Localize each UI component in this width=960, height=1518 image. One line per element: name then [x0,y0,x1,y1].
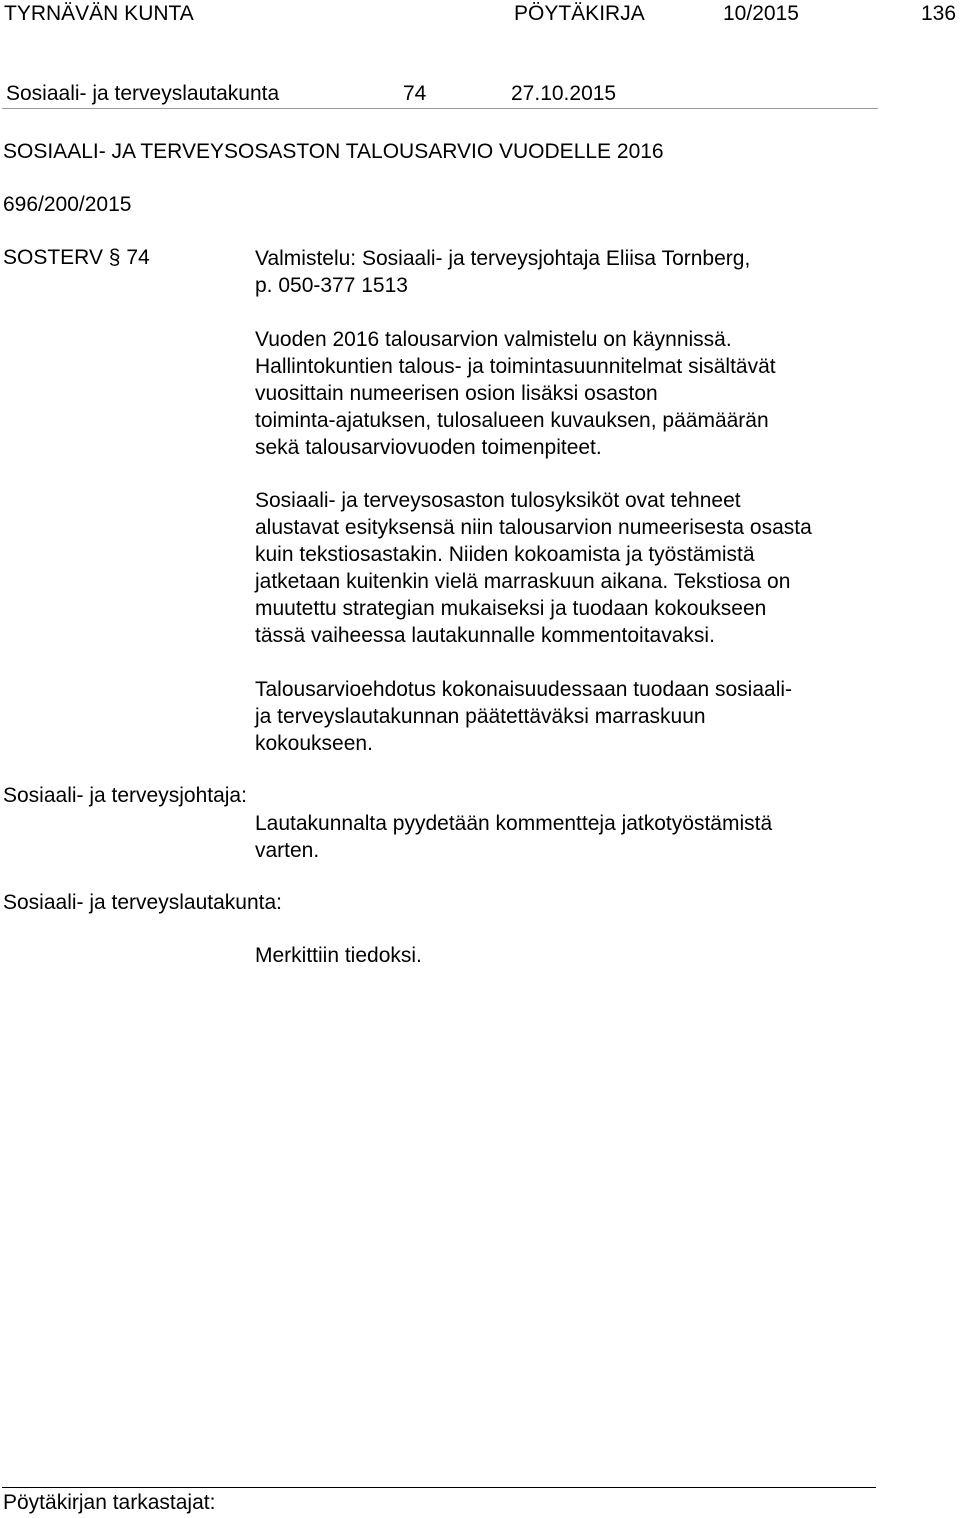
reviewers-label: Pöytäkirjan tarkastajat: [3,1491,216,1514]
paragraph-line: Talousarvioehdotus kokonaisuudessaan tuodaan sosiaali- [255,678,793,701]
paragraph-line: muutettu strategian mukaiseksi ja tuodaan kokoukseen [255,597,767,620]
paragraph-line: sekä talousarviovuoden toimenpiteet. [255,436,602,459]
section-number: 74 [403,82,427,105]
director-proposal-line: varten. [255,839,320,862]
paragraph-line: tässä vaiheessa lautakunnalle kommentoitavaksi. [255,624,715,647]
header-divider [2,108,878,109]
paragraph-line: Hallintokuntien talous- ja toimintasuunnitelmat sisältävät [255,355,776,378]
board-decision-label: Sosiaali- ja terveyslautakunta: [3,891,282,914]
paragraph-line: Vuoden 2016 talousarvion valmistelu on käynnissä. [255,328,732,351]
paragraph-line: jatketaan kuitenkin vielä marraskuun aikana. Tekstiosa on [255,570,791,593]
item-code: SOSTERV § 74 [3,246,150,269]
paragraph-line: alustavat esityksensä niin talousarvion numeerisesta osasta [255,516,812,539]
paragraph-line: kokoukseen. [255,732,373,755]
municipality-name: TYRNÄVÄN KUNTA [4,2,194,25]
document-type: PÖYTÄKIRJA [514,2,645,25]
footer-divider [2,1487,876,1488]
director-proposal-line: Lautakunnalta pyydetään kommentteja jatkotyöstämistä [255,812,773,835]
paragraph-line: ja terveyslautakunnan päätettäväksi marraskuun [255,705,706,728]
paragraph-line: toiminta-ajatuksen, tulosalueen kuvauksen, päämäärän [255,409,769,432]
board-name: Sosiaali- ja terveyslautakunta [6,82,280,105]
paragraph-line: kuin tekstiosastakin. Niiden kokoamista ja työstämistä [255,543,755,566]
page-number: 136 [921,2,957,25]
record-number: 696/200/2015 [3,193,132,216]
paragraph-line: Sosiaali- ja terveysosaston tulosyksiköt ovat tehneet [255,489,741,512]
preparation-line-2: p. 050-377 1513 [255,274,408,297]
director-label: Sosiaali- ja terveysjohtaja: [3,784,247,807]
meeting-date: 27.10.2015 [511,82,617,105]
document-number: 10/2015 [723,2,799,25]
page-title: SOSIAALI- JA TERVEYSOSASTON TALOUSARVIO VUODELLE 2016 [3,140,664,163]
preparation-line-1: Valmistelu: Sosiaali- ja terveysjohtaja Eliisa Tornberg, [255,247,751,270]
board-decision-text: Merkittiin tiedoksi. [255,944,422,967]
paragraph-line: vuosittain numeerisen osion lisäksi osaston [255,382,658,405]
